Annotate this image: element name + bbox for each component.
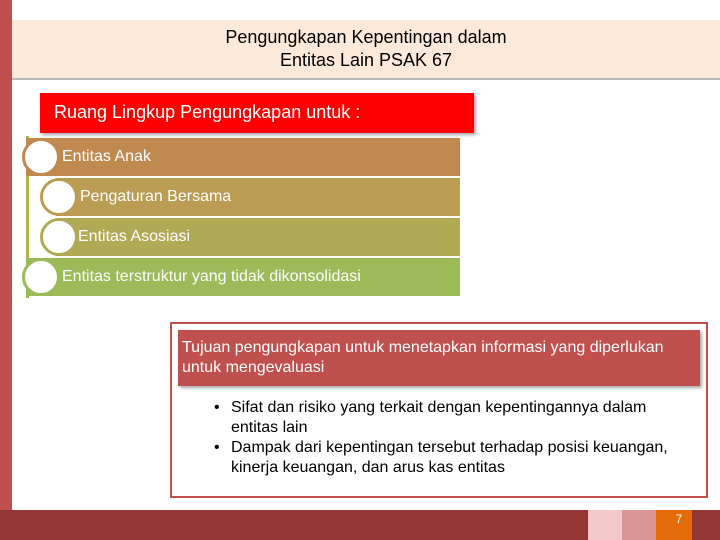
purpose-point: [210, 398, 680, 438]
bullet-circle-icon: [22, 138, 60, 176]
bullet-dot-icon: •: [214, 439, 220, 456]
scope-item-pengaturan-bersama: [56, 178, 460, 216]
footer-block-dark: [692, 510, 720, 540]
scope-item-label: Entitas Anak: [62, 148, 151, 165]
scope-item-entitas-anak: [26, 138, 460, 176]
slide-title: Pengungkapan Kepentingan dalam Entitas Lain PSAK 67: [225, 27, 507, 70]
footer-block-mid: [622, 510, 656, 540]
bullet-circle-icon: [40, 218, 78, 256]
scope-header-label: Ruang Lingkup Pengungkapan untuk :: [54, 102, 361, 122]
scope-header: [40, 93, 474, 133]
page-number: 7: [675, 512, 683, 526]
scope-item-entitas-asosiasi: [56, 218, 460, 256]
bullet-dot-icon: •: [214, 399, 220, 416]
title-bar: [12, 20, 720, 80]
purpose-point-text: Sifat dan risiko yang terkait dengan kepentingannya dalam entitas lain: [231, 399, 647, 436]
footer-bar: [0, 510, 588, 540]
bullet-circle-icon: [40, 178, 78, 216]
purpose-point-text: Dampak dari kepentingan tersebut terhadap posisi keuangan, kinerja keuangan, dan arus kas entitas: [231, 439, 668, 476]
left-accent-stripe: [0, 0, 12, 540]
purpose-point: [210, 438, 680, 478]
purpose-list: [210, 398, 680, 478]
bullet-circle-icon: [22, 258, 60, 296]
footer-block-light: [588, 510, 622, 540]
purpose-header-text: Tujuan pengungkapan untuk menetapkan informasi yang diperlukan untuk mengevaluasi: [182, 339, 664, 376]
scope-item-entitas-terstruktur: [26, 258, 460, 296]
scope-item-label: Pengaturan Bersama: [80, 188, 232, 205]
scope-item-label: Entitas terstruktur yang tidak dikonsolidasi: [62, 268, 361, 285]
purpose-header: [178, 330, 700, 386]
scope-item-label: Entitas Asosiasi: [78, 228, 191, 245]
